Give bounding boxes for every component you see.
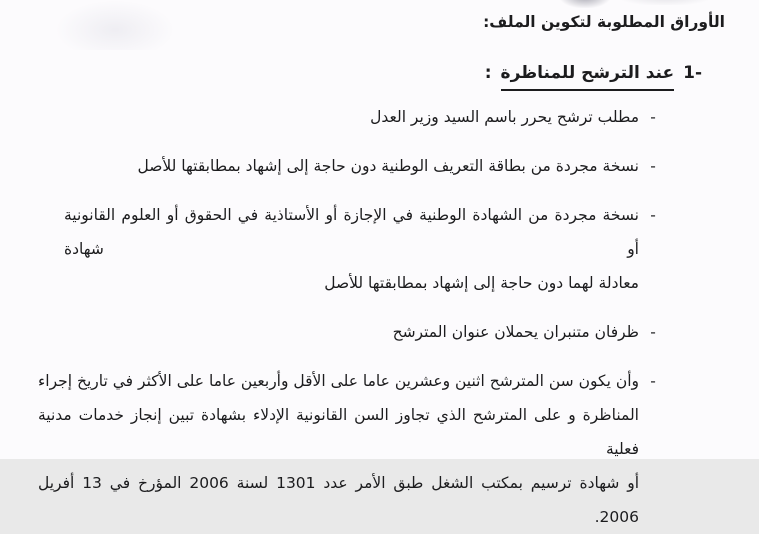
list-item — [0, 364, 658, 534]
section-number: 1- — [683, 63, 702, 83]
section-heading — [0, 58, 702, 91]
list-item-line: وأن يكون سن المترشح اثنين وعشرين عاما على الأقل وأربعين عاما على الأكثر في تاريخ إجراء — [38, 372, 639, 390]
list-item — [0, 198, 658, 300]
list-item-text — [38, 364, 639, 534]
bullet-dash-marker: - — [650, 157, 656, 175]
list-item-line: المناظرة و على المترشح الذي تجاوز السن القانونية الإدلاء بشهادة تبين إنجاز خدمات مدنية فعلية — [38, 406, 639, 458]
requirements-list — [0, 100, 658, 534]
section-heading-text: عند الترشح للمناظرة — [501, 58, 675, 91]
list-item-line: أو شهادة ترسيم بمكتب الشغل طبق الأمر عدد 1301 لسنة 2006 المؤرخ في 13 أفريل 2006. — [38, 474, 639, 526]
list-item-line: نسخة مجردة من بطاقة التعريف الوطنية دون حاجة إلى إشهاد بمطابقتها للأصل — [137, 157, 639, 175]
list-item-line: ظرفان متنبران يحملان عنوان المترشح — [392, 323, 639, 341]
section-heading-colon: : — [484, 63, 492, 83]
list-item — [0, 149, 658, 183]
list-item-text — [393, 315, 639, 349]
list-item — [0, 315, 658, 349]
list-item-text — [370, 100, 639, 134]
bullet-dash-marker: - — [650, 372, 656, 390]
bullet-dash-marker: - — [650, 108, 656, 126]
bullet-dash-marker: - — [650, 323, 656, 341]
list-item-line: نسخة مجردة من الشهادة الوطنية في الإجازة أو الأستاذية في الحقوق أو العلوم القانونية أو شهادة — [64, 206, 639, 258]
list-item-text — [137, 149, 639, 183]
list-item-line: مطلب ترشح يحرر باسم السيد وزير العدل — [370, 108, 639, 126]
document-title: الأوراق المطلوبة لتكوين الملف: — [483, 13, 725, 31]
list-item-text — [64, 198, 639, 300]
list-item-line: معادلة لهما دون حاجة إلى إشهاد بمطابقتها للأصل — [324, 274, 639, 292]
bullet-dash-marker: - — [650, 206, 656, 224]
list-item — [0, 100, 658, 134]
